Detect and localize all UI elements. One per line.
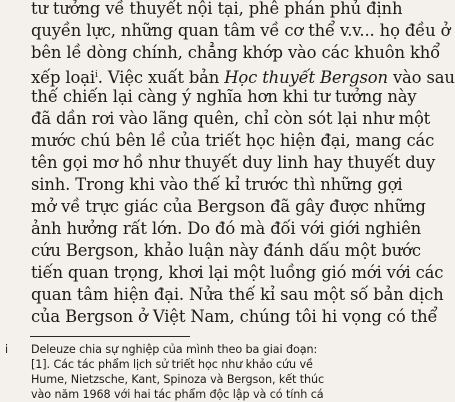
text-line: ảnh hưởng rất lớn. Do đó mà đối với giới nghiên: [31, 219, 422, 238]
footnote-line: Hume, Nietzsche, Kant, Spinoza và Bergson, kết thúc: [31, 373, 325, 386]
text-line: tư tưởng về thuyết nội tại, phê phán phủ định: [31, 0, 403, 18]
text-line: mở về trực giác của Bergson đã gây được những: [31, 197, 426, 216]
text-line: tên gọi mơ hồ như thuyết duy linh hay thuyết duy: [31, 153, 436, 172]
text-line: quyền lực, những quan tâm về cơ thể v.v... họ đều ở: [31, 21, 451, 40]
footnote-line: [1]. Các tác phẩm lịch sử triết học như khảo cứu về: [31, 358, 313, 371]
book-title: Học thuyết Bergson: [224, 68, 388, 87]
footnote-marker: i: [5, 343, 9, 356]
text-line: sinh. Trong khi vào thế kỉ trước thì những gợi: [31, 175, 403, 194]
text-line: cứu Bergson, khảo luận này đánh dấu một bước: [31, 241, 421, 260]
text-span: vào sau: [387, 68, 455, 87]
text-line: thế chiến lại càng ý nghĩa hơn khi tư tưởng này: [31, 87, 417, 106]
text-span: . Việc xuất bản: [97, 68, 225, 87]
footnote-line: vào năm 1968 với hai tác phẩm độc lập và có tính cá: [31, 388, 324, 401]
text-line: của Bergson ở Việt Nam, chúng tôi hi vọng có thể: [31, 307, 438, 326]
text-line: quan tâm hiện đại. Nửa thế kỉ sau một số bản dịch: [31, 285, 444, 304]
text-span: xếp loại: [31, 68, 95, 87]
footnote-line: Deleuze chia sự nghiệp của mình theo ba giai đoạn:: [31, 343, 318, 356]
text-line: đã dần rơi vào lãng quên, chỉ còn sót lại như một: [31, 109, 431, 128]
text-line: bên lề dòng chính, chẳng khớp vào các khuôn khổ: [31, 43, 441, 62]
footnote-divider: [30, 336, 190, 337]
footnote-ref: i: [94, 70, 98, 80]
text-line: mước chú bên lề của triết học hiện đại, mang các: [31, 131, 435, 150]
text-line: tiến quan trọng, khơi lại một luồng gió mới với các: [31, 263, 444, 282]
